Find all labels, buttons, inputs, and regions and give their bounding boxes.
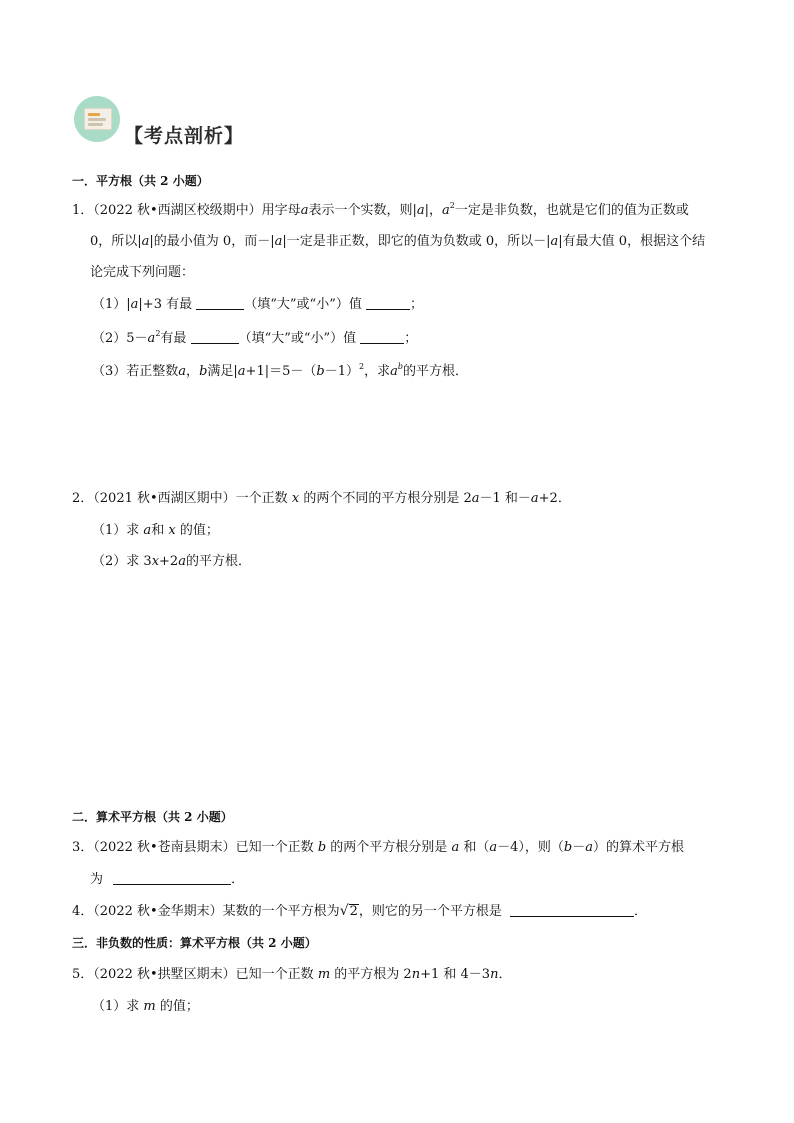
q5-line-1: 5．（2022 秋•拱墅区期末）已知一个正数 m 的平方根为 2n+1 和 4－3n． <box>72 967 512 982</box>
q3-line-1: 3．（2022 秋•苍南县期末）已知一个正数 b 的两个平方根分别是 a 和（a－4），则（b－a）的算术平方根 <box>72 840 685 855</box>
sqrt-icon: √ <box>339 903 349 919</box>
q2-source: （2021 秋•西湖区期中） <box>93 491 236 506</box>
page-heading: 【考点剖析】 <box>124 125 245 147</box>
answer-blank[interactable] <box>113 872 231 885</box>
q2-line-1: 2．（2021 秋•西湖区期中）一个正数 x 的两个不同的平方根分别是 2a－1 和－a+2． <box>72 491 571 506</box>
answer-blank[interactable] <box>510 904 634 917</box>
q5-source: （2022 秋•拱墅区期末） <box>93 967 236 982</box>
section-title-2: 二．算术平方根（共 2 小题） <box>72 810 233 824</box>
q1-line-3: 论完成下列问题： <box>90 265 195 280</box>
q3-source: （2022 秋•苍南县期末） <box>93 840 236 855</box>
section-title-1: 一．平方根（共 2 小题） <box>72 174 209 188</box>
q5-part-1: （1）求 m 的值； <box>92 999 199 1014</box>
q2-part-2: （2）求 3x+2a的平方根． <box>92 554 251 569</box>
answer-blank[interactable] <box>366 297 410 310</box>
q1-part-1: （1）|a|+3 有最 （填“大”或“小”）值 ； <box>92 297 423 312</box>
document-icon <box>84 108 112 130</box>
section-badge <box>74 96 120 142</box>
q4-number: 4． <box>72 904 94 919</box>
q5-number: 5． <box>72 967 94 982</box>
answer-blank[interactable] <box>196 297 244 310</box>
q1-part-3: （3）若正整数a，b满足$|a+1|=5-(b-1)^2$，求$a^b$的平方根． <box>92 362 468 379</box>
q1-line-2: 0，所以|a|的最小值为 0，而－|a|一定是非正数，即它的值为负数或 0，所以－|a|有最大值 0，根据这个结 <box>90 234 706 249</box>
q1-part-2: $(2)5-a^2$有最 （填“大”或“小”）值 ； <box>92 329 418 346</box>
q3-line-2: 为 ． <box>90 872 245 887</box>
answer-blank[interactable] <box>191 331 239 344</box>
q1-line-1: 1．（2022 秋•西湖区校级期中）用字母a表示一个实数，则|a|，$a^2$一定是非负数，也就是它们的值为正数或 <box>72 201 689 218</box>
q1-source: （2022 秋•西湖区校级期中） <box>93 203 262 218</box>
q3-number: 3． <box>72 840 94 855</box>
q4-line-1: 4．（2022 秋•金华期末）某数的一个平方根为√2，则它的另一个平方根是 ． <box>72 903 648 919</box>
answer-blank[interactable] <box>360 331 404 344</box>
section-title-3: 三．非负数的性质：算术平方根（共 2 小题） <box>72 936 317 950</box>
q1-number: 1． <box>72 203 94 218</box>
q4-source: （2022 秋•金华期末） <box>93 904 223 919</box>
q2-part-1: （1）求 a和 x 的值； <box>92 523 219 538</box>
q2-number: 2． <box>72 491 94 506</box>
